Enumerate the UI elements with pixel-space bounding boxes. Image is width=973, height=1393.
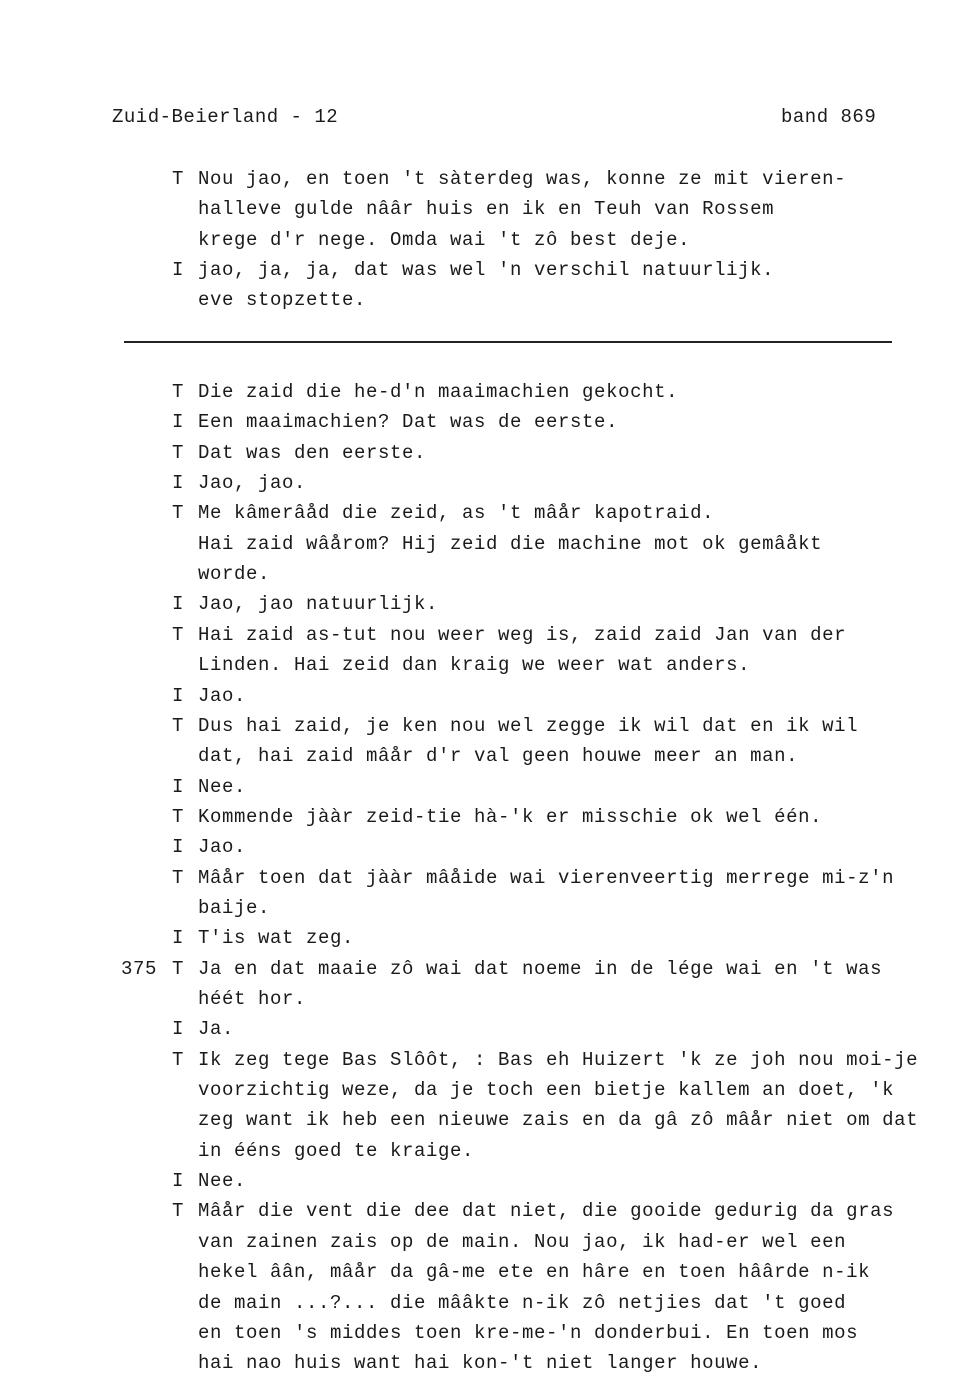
speaker-label: I xyxy=(172,775,185,798)
utterance-line: de main ...?... die mââkte n-ik zô netjies dat 't goed xyxy=(198,1291,847,1314)
utterance-line: Een maaimachien? Dat was de eerste. xyxy=(198,411,619,434)
utterance-line: dat, hai zaid mâår d'r val geen houwe meer an man. xyxy=(198,745,799,768)
utterance-line: héét hor. xyxy=(198,988,307,1010)
utterance-line: worde. xyxy=(198,563,271,586)
utterance-line: Jao, jao natuurlijk. xyxy=(198,593,439,616)
speaker-label: I xyxy=(172,593,185,616)
speaker-label: T xyxy=(172,502,185,525)
header-tape-number: band 869 xyxy=(781,106,877,128)
utterance-line: hai nao huis want hai kon-'t niet langer houwe. xyxy=(198,1352,763,1375)
utterance-line: hekel âân, mâår da gâ-me ete en hâre en toen hâârde n-ik xyxy=(198,1261,871,1284)
utterance-line: en toen 's middes toen kre-me-'n donderbui. En toen mos xyxy=(198,1321,859,1344)
speaker-label: T xyxy=(172,866,185,889)
utterance-line: Jao. xyxy=(198,836,247,859)
utterance-line: Jao, jao. xyxy=(198,472,307,495)
utterance-line: Ja. xyxy=(198,1018,235,1041)
utterance-line: voorzichtig weze, da je toch een bietje kallem an doet, 'k xyxy=(198,1079,895,1102)
speaker-label: I xyxy=(172,836,185,859)
utterance-line: Dat was den eerste. xyxy=(198,441,427,464)
speaker-label: T xyxy=(172,168,185,190)
utterance-line: baije. xyxy=(198,896,271,919)
utterance-line: van zainen zais op de main. Nou jao, ik had-er wel een xyxy=(198,1230,847,1253)
utterance-line: Me kâmerâåd die zeid, as 't mâår kapotraid. xyxy=(198,502,715,525)
transcript-line-number: 375 xyxy=(121,957,158,980)
utterance-line: Linden. Hai zeid dan kraig we weer wat anders. xyxy=(198,654,751,677)
speaker-label: T xyxy=(172,1048,185,1071)
utterance-line: Dus hai zaid, je ken nou wel zegge ik wil dat en ik wil xyxy=(198,714,859,737)
speaker-label: T xyxy=(172,441,185,464)
utterance-line: Mâår toen dat jààr mâåide wai vierenveertig merrege mi-z'n xyxy=(198,866,895,889)
speaker-label: T xyxy=(172,1200,185,1223)
utterance-line: in ééns goed te kraige. xyxy=(198,1139,475,1162)
utterance-line: T'is wat zeg. xyxy=(198,927,355,950)
speaker-label: I xyxy=(172,472,185,495)
utterance-line: Nou jao, en toen 't sàterdeg was, konne ze mit vieren- xyxy=(198,168,847,190)
speaker-label: I xyxy=(172,927,185,950)
speaker-label: I xyxy=(172,1018,185,1041)
utterance-line: halleve gulde nââr huis en ik en Teuh van Rossem xyxy=(198,198,775,221)
utterance-line: jao, ja, ja, dat was wel 'n verschil natuurlijk. xyxy=(198,258,775,281)
speaker-label: I xyxy=(172,258,185,281)
utterance-line: Ja en dat maaie zô wai dat noeme in de lége wai en 't was xyxy=(198,957,883,980)
speaker-label: T xyxy=(172,381,185,403)
utterance-line: eve stopzette. xyxy=(198,289,367,312)
utterance-line: zeg want ik heb een nieuwe zais en da gâ zô mâår niet om dat xyxy=(198,1109,919,1132)
header-location: Zuid-Beierland - 12 xyxy=(112,106,339,128)
utterance-line: Hai zaid as-tut nou weer weg is, zaid zaid Jan van der xyxy=(198,623,847,646)
speaker-label: I xyxy=(172,684,185,707)
speaker-label: I xyxy=(172,411,185,434)
speaker-label: T xyxy=(172,714,185,737)
utterance-line: Nee. xyxy=(198,775,247,798)
utterance-line: Nee. xyxy=(198,1170,247,1193)
utterance-line: krege d'r nege. Omda wai 't zô best deje. xyxy=(198,228,691,251)
utterance-line: Hai zaid wâårom? Hij zeid die machine mot ok gemâåkt xyxy=(198,532,823,555)
section-divider xyxy=(124,341,892,343)
utterance-line: Jao. xyxy=(198,684,247,707)
speaker-label: T xyxy=(172,957,185,980)
utterance-line: Kommende jààr zeid-tie hà-'k er misschie ok wel één. xyxy=(198,805,823,828)
speaker-label: I xyxy=(172,1170,185,1193)
utterance-line: Ik zeg tege Bas Slôôt, : Bas eh Huizert 'k ze joh nou moi-je xyxy=(198,1048,919,1071)
speaker-label: T xyxy=(172,623,185,646)
utterance-line: Mâår die vent die dee dat niet, die gooide gedurig da gras xyxy=(198,1200,895,1223)
utterance-line: Die zaid die he-d'n maaimachien gekocht. xyxy=(198,381,679,403)
speaker-label: T xyxy=(172,805,185,828)
